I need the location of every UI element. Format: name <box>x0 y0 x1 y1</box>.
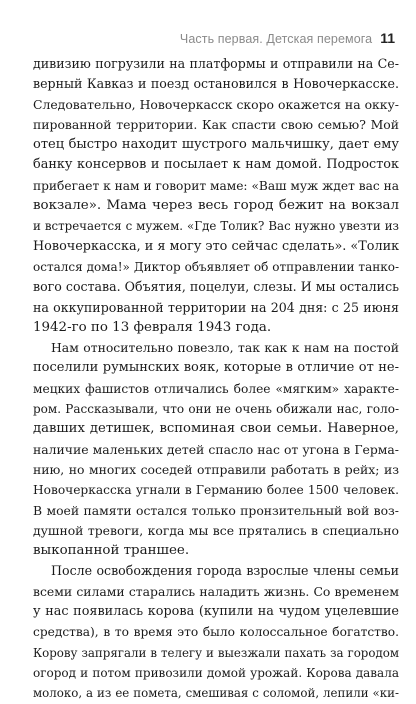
text-line: наличие маленьких детей спасло нас от угона в Герма- <box>33 441 399 457</box>
text-line: огород и потом привозили домой урожай. Корова давала <box>33 665 399 680</box>
text-line: у нас появилась корова (купили на чудом уцелевшие <box>33 604 399 620</box>
running-head <box>180 30 395 46</box>
text-line: и встречается с мужем. «Где Толик? Вас нужно увезти из <box>33 219 399 234</box>
text-line: поселили румынских вояк, которые в отличие от не- <box>33 360 399 376</box>
paragraph-1 <box>33 54 399 338</box>
text-line: на оккупированной территории на 204 дня: с 25 июня <box>33 299 399 315</box>
text-line: средства), в то время это было колоссальное богатство. <box>33 625 399 640</box>
text-line: вого состава. Объятия, поцелуи, слезы. И мы остались <box>33 279 399 295</box>
text-line: отец быстро находит шустрого мальчишку, дает ему <box>33 137 399 153</box>
page-number: 11 <box>380 30 395 46</box>
paragraph-2 <box>33 338 399 561</box>
text-line: всеми силами старались наладить жизнь. Со временем <box>33 583 399 599</box>
text-line: прибегает к нам и говорит маме: «Ваш муж ждет вас на <box>33 178 399 193</box>
text-line: Корову запрягали в телегу и выезжали пахать за городом <box>33 645 399 660</box>
text-line: верный Кавказ и поезд остановился в Новочеркасске. <box>33 76 399 92</box>
text-line: Новочеркасска, и я могу это сейчас сделать». «Толик <box>33 238 399 254</box>
text-line: ром. Рассказывали, что они не очень обижали нас, голо- <box>33 402 399 417</box>
text-line: нию, но многих соседей отправили работать в рейх; из <box>33 461 399 477</box>
text-line: дивизию погрузили на платформы и отправили на Се- <box>33 56 399 71</box>
text-line: Нам относительно повезло, так как к нам на постой <box>51 340 399 356</box>
text-line: После освобождения города взрослые члены семьи <box>51 563 399 579</box>
text-line: молоко, а из ее помета, смешивая с соломой, лепили «ки- <box>33 686 399 701</box>
text-line: остался дома!» Диктор объявляет об отправлении танко- <box>33 259 399 274</box>
text-line: 1942-го по 13 февраля 1943 года. <box>33 319 272 335</box>
text-line: давших детишек, вспоминая свои семьи. Наверное, <box>33 421 399 437</box>
text-line: душной тревоги, когда мы все прятались в специально <box>33 522 399 538</box>
text-line: пированной территории. Как спасти свою семью? Мой <box>33 116 399 132</box>
text-line: банку консервов и посылает к нам домой. Подросток <box>33 157 399 173</box>
text-line: В моей памяти остался только пронзительный вой воз- <box>33 502 399 518</box>
body-text <box>33 54 399 704</box>
running-title: Часть первая. Детская перемога <box>179 32 373 46</box>
text-line: мецких фашистов отличались более «мягким» характе- <box>33 381 399 396</box>
text-line: выкопанной траншее. <box>33 543 190 559</box>
text-line: Следовательно, Новочеркасск скоро окажется на окку- <box>33 96 399 112</box>
text-line: Новочеркасска угнали в Германию более 1500 человек. <box>33 483 399 498</box>
text-line: вокзале». Мама через весь город бежит на вокзал <box>33 198 399 214</box>
